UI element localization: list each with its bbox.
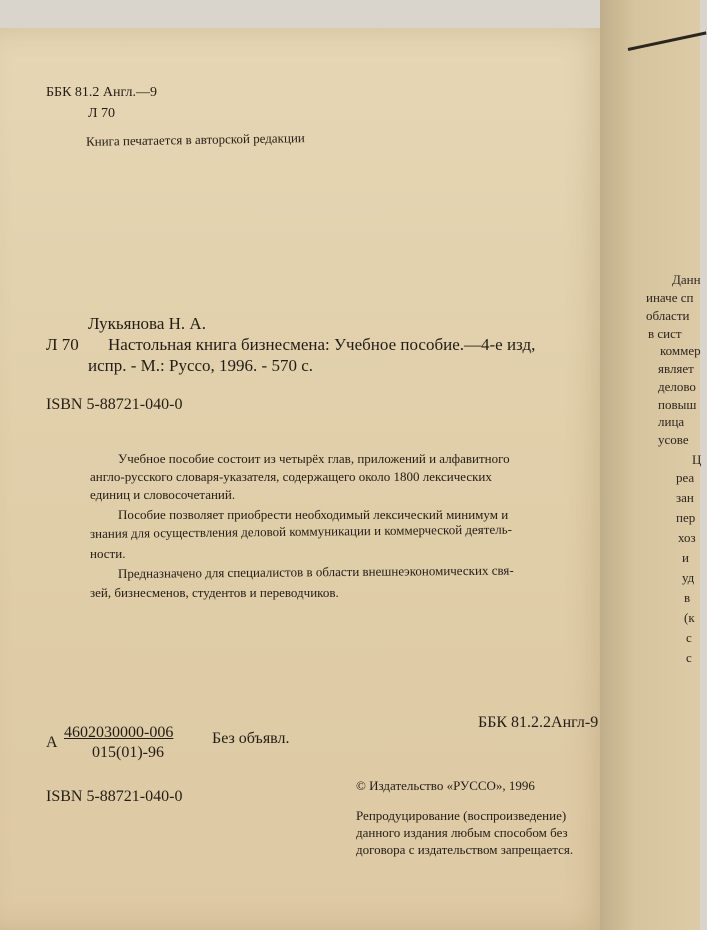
facing-line: иначе сп (646, 290, 694, 305)
description-line: ности. (90, 546, 126, 561)
facing-line: делово (658, 379, 696, 394)
citation-isbn: ISBN 5-88721-040-0 (46, 396, 183, 413)
facing-line: повыш (658, 397, 697, 412)
citation-code: Л 70 (46, 335, 79, 354)
facing-line: лица (658, 414, 685, 429)
imprint-isbn: ISBN 5-88721-040-0 (46, 788, 183, 805)
facing-line: усове (658, 432, 689, 447)
citation-author: Лукьянова Н. А. (88, 314, 206, 333)
facing-line: Данн (672, 272, 701, 287)
top-bbk: ББК 81.2 Англ.—9 (46, 85, 158, 100)
decorative-rule (628, 31, 707, 51)
book-page (0, 28, 612, 930)
top-code: Л 70 (88, 106, 115, 121)
facing-line: являет (658, 361, 694, 376)
facing-line: хоз (678, 530, 696, 545)
description-line: англо-русского словаря-указателя, содержащего около 1800 лексических (90, 469, 492, 484)
description-line: Пособие позволяет приобрести необходимый лексический минимум и (118, 507, 509, 522)
imprint-code-top: 4602030000-006 (64, 724, 174, 741)
facing-line: с (686, 630, 692, 645)
facing-line: Ц (692, 452, 702, 467)
facing-line: с (686, 650, 692, 665)
description-line: знания для осуществления деловой коммуникации и коммерческой деятель- (89, 521, 512, 541)
imprint-prefix: А (46, 734, 58, 751)
top-note: Книга печатается в авторской редакции (85, 130, 305, 149)
description-line: единиц и словосочетаний. (90, 487, 236, 502)
facing-line: реа (676, 470, 695, 485)
imprint-bbk: ББК 81.2.2Англ-9 (478, 714, 599, 731)
facing-line: и (682, 550, 689, 565)
facing-line: области (646, 308, 690, 323)
facing-line: в (684, 590, 691, 605)
facing-line: коммер (660, 343, 701, 358)
description-line: Учебное пособие состоит из четырёх глав, приложений и алфавитного (118, 451, 510, 466)
rights-line: Репродуцирование (воспроизведение) (356, 808, 567, 823)
copyright-line: © Издательство «РУССО», 1996 (356, 778, 535, 793)
rights-line: данного издания любым способом без (356, 825, 568, 840)
description-line: Предназначено для специалистов в области внешнеэкономических свя- (117, 562, 514, 581)
description-line: зей, бизнесменов, студентов и переводчиков. (90, 585, 339, 600)
citation-line1: Настольная книга бизнесмена: Учебное пособие.—4-е изд, (108, 335, 536, 354)
facing-line: в сист (648, 326, 682, 341)
imprint-no-ad: Без объявл. (212, 730, 290, 747)
facing-line: (к (684, 610, 695, 625)
facing-line: зан (676, 490, 694, 505)
facing-line: уд (682, 570, 695, 585)
facing-page (600, 0, 700, 930)
imprint-code-bottom: 015(01)-96 (92, 744, 164, 761)
rights-line: договора с издательством запрещается. (356, 842, 574, 857)
citation-line2: испр. - М.: Руссо, 1996. - 570 с. (88, 356, 313, 375)
facing-line: пер (676, 510, 696, 525)
